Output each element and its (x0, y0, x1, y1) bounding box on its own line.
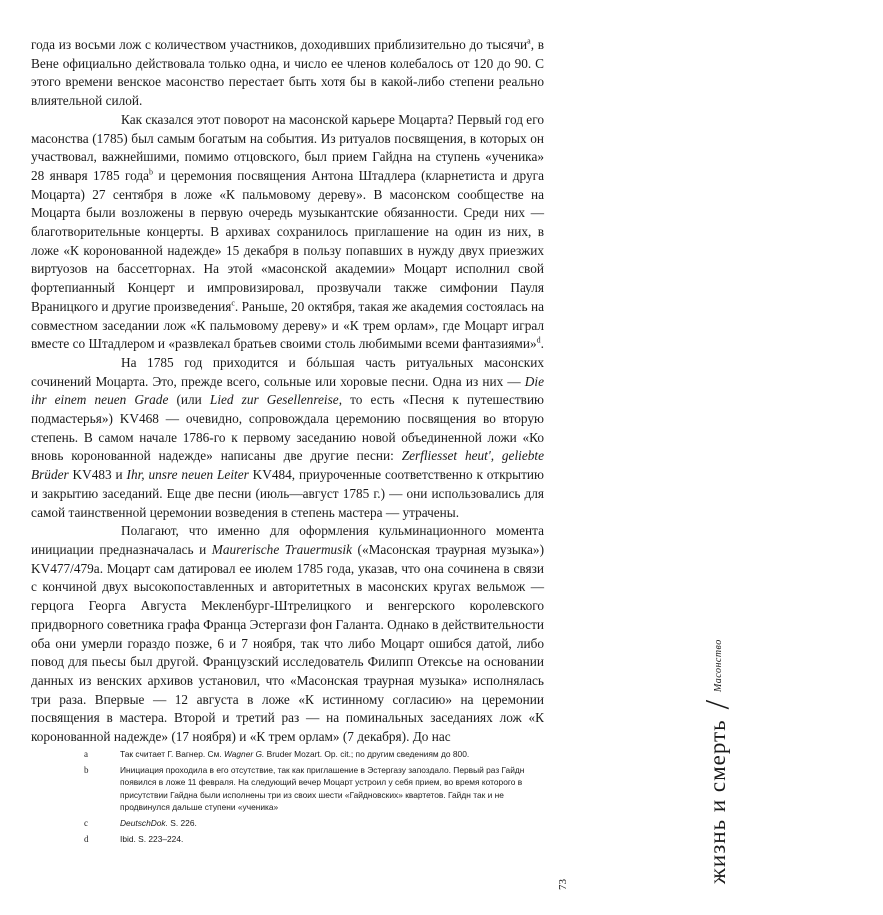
source-name: DeutschDok. (120, 817, 168, 828)
text-run: и церемония посвящения Антона Штадлера (кларнетиста и друга Моцарта) 27 сентября в ложе «К пальмовому дереву». В масонском сообществе на Моцарта были возложены в первую очередь музыкантские обязанности. Среди них — благотворительные концерты. В архивах сохранилось приглашение на один из них, в ложе «К коронованной надежде» 15 декабря в пользу попавших в нужду двух приезжих виртуозов на бассетгорнах. На этой «масонской академии» Моцарт исполнил свой фортепианный Концерт и импровизировал, прозвучали также симфонии Пауля Враницкого и другие произведения (31, 167, 545, 314)
text-run: . Раньше, 20 октября, такая же академия состоялась на совместном заседании лож «К пальмовому дереву» и «К трем орлам», где Моцарт играл вместе со Штадлером и «развлекал братьев своими столь любимыми всеми фантазиями» (31, 298, 544, 352)
text-run: года из восьми лож с количеством участников, доходивших приблизительно до тысячи (31, 37, 528, 52)
text-run: На 1785 год приходится и бóльшая часть ритуальных масонских сочинений Моцарта. Это, прежде всего, сольные или хоровые песни. Одна из них — (31, 354, 544, 389)
song-title: Ihr, unsre neuen Leiter (126, 467, 249, 483)
text-run: , то есть «Песня к путешествию подмастерья») KV468 — очевидно, сопровождала церемонию посвящения во вторую степень. В самом начале 1786-го к первому заседанию новой объединенной ложи «Ко вновь коронованной надежде» написаны две другие песни: (31, 392, 544, 464)
book-title: жизнь и смерть (705, 719, 730, 884)
text-run: Полагают, что именно для оформления кульминационного момента инициации предназначалась и (31, 523, 544, 557)
footnote-mark: d (84, 833, 89, 844)
footnote-ref-b[interactable]: b (149, 167, 154, 177)
song-title: Die ihr einem neuen Grade (31, 373, 544, 408)
footnote-text (120, 764, 544, 814)
song-title: Lied zur Gesellenreise (209, 392, 339, 408)
footnote-text (120, 833, 544, 846)
footnote-text (120, 817, 544, 830)
text-run: Как сказался этот поворот на масонской карьере Моцарта? Первый год его масонства (1785) был самым богатым на события. Из ритуалов посвящения, в которых он участвовал, важнейшими, помимо отцовского, был прием Гайдна на ступень «ученика» 28 января 1785 года (31, 111, 544, 183)
footnote-ref-a[interactable]: a (527, 36, 531, 46)
footnote-a (84, 748, 544, 761)
text-run: S. 226. (167, 817, 197, 828)
text-run: Bruder Mozart. Op. cit.; по другим сведениям до 800. (264, 749, 470, 759)
paragraph-1 (31, 36, 544, 111)
text-run: Инициация проходила в его отсутствие, так как приглашение в Эстергазу запоздало. Первый раз Гайдн появился в ложе 11 февраля. На следующий вечер Моцарт устроил у себя прием, во время которого в присутствии Гайдна были исполнены три из своих шести «Гайдновских» квартетов. Гайдн так и не продвинулся дальше ступени «ученика» (120, 764, 525, 813)
text-run: Так считает Г. Вагнер. См. (120, 749, 224, 759)
footnote-mark: c (84, 817, 88, 828)
text-run: KV484, приуроченные соответственно к открытию и закрытию заседаний. Еще две песни (июль—август 1785 г.) — они использовались для самой таинственной церемонии возведения в степень мастера — утрачены. (31, 467, 544, 520)
footnote-ref-d[interactable]: d (536, 335, 541, 345)
text-run: («Масонская траурная музыка») KV477/479a. Моцарт сам датировал ее июлем 1785 года, указав, что она сочинена в связи с кончиной двух высокопоставленных и авторитетных в масонских кругах вельмож — герцога Георга Августа Мекленбург-Штрелицкого и венгерского королевского придворного советника графа Франца Эстергази фон Галанта. Однако в действительности оба они умерли гораздо позже, 6 и 7 ноября, так что либо Моцарт ошибся датой, либо повод для пьесы был другой. Французский исследователь Филипп Отексье на основании данных из венских архивов установил, что «Масонская траурная музыка» исполнялась три раза. Впервые — 12 августа в ложе «К истинному согласию» на церемонии посвящения в мастера. Второй и третий раз — на поминальных заседаниях лож «К коронованной надежде» (17 ноября) и «К трем орлам» (7 декабря). До нас (31, 541, 544, 745)
section-title: Масонство (712, 639, 724, 692)
footnote-d (84, 833, 544, 846)
main-text (31, 36, 544, 747)
author-name: Wagner G. (223, 749, 265, 759)
footnote-ref-c[interactable]: c (231, 298, 235, 308)
work-title: Maurerische Trauermusik (211, 541, 352, 557)
footnote-text (120, 748, 544, 761)
text-run: KV483 и (68, 467, 127, 483)
footnotes (84, 748, 544, 848)
song-title: Zerfliesset heut', geliebte Brüder (31, 448, 544, 483)
footnote-b (84, 764, 544, 814)
text-run: Ibid. S. 223–224. (120, 833, 184, 844)
footnote-mark: b (84, 764, 89, 775)
text-run: . (540, 336, 544, 352)
footnote-c (84, 817, 544, 830)
running-head (553, 639, 883, 884)
text-run: , в Вене официально действовала только одна, и число ее членов колебалось от 120 до 90. С этого времени венское масонство перестает быть хотя бы в какой-либо степени реально влиятельной силой. (31, 37, 544, 109)
paragraph-2 (31, 111, 544, 354)
page-number: 73 (557, 879, 569, 890)
paragraph-3 (31, 354, 544, 522)
separator: / (699, 699, 736, 710)
text-run: (или (168, 392, 210, 408)
paragraph-4 (31, 522, 544, 746)
footnote-mark: a (84, 749, 88, 759)
